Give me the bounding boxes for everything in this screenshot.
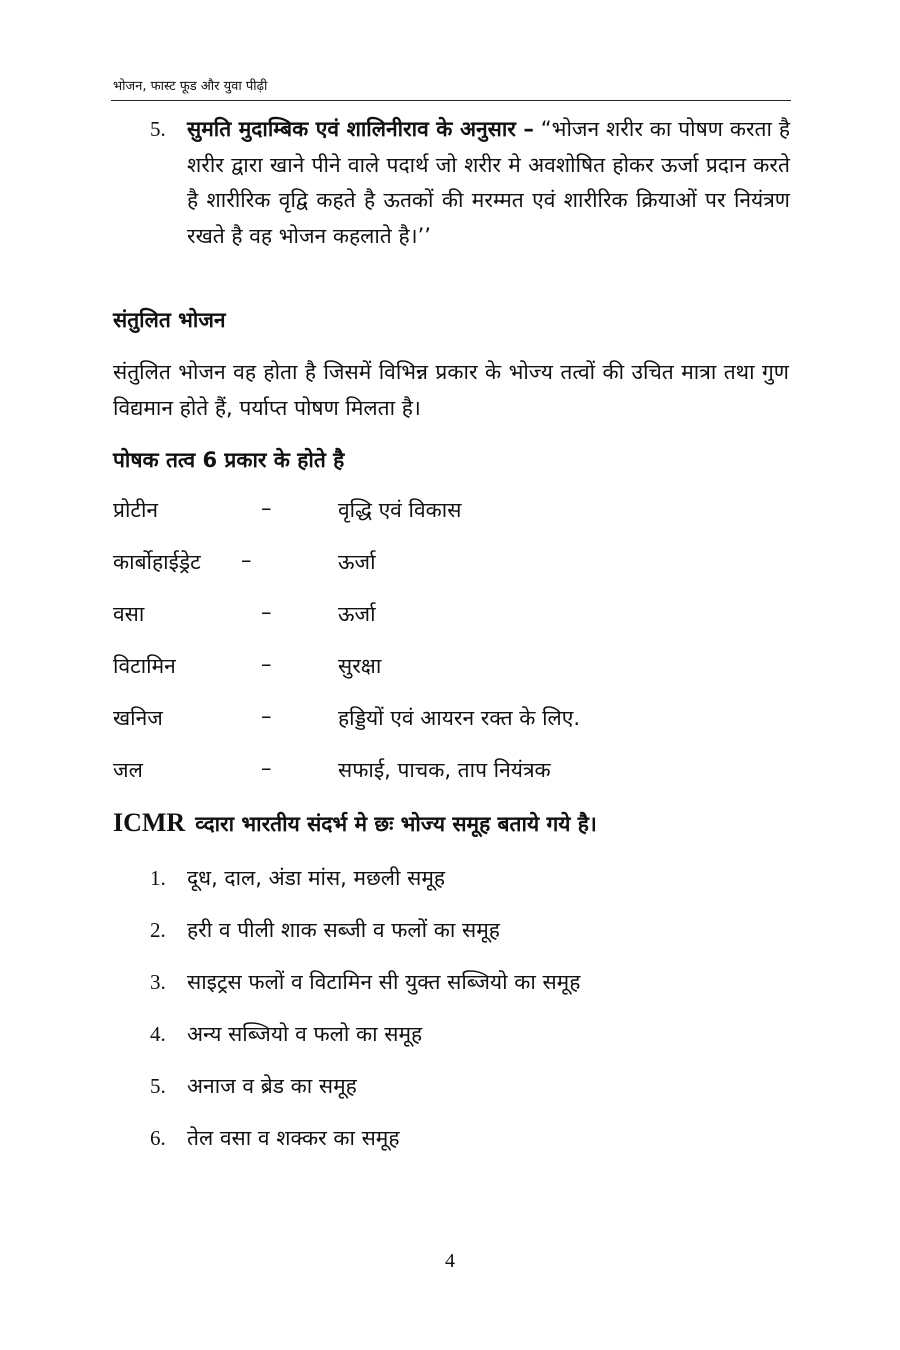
icmr-abbreviation: ICMR [113, 808, 186, 837]
food-group-text: दूध, दाल, अंडा मांस, मछली समूह [187, 866, 446, 890]
nutrient-name: जल [113, 758, 143, 782]
page-number: 4 [445, 1250, 455, 1272]
food-group-text: अन्य सब्जियो व फलो का समूह [187, 1022, 423, 1046]
nutrient-dash: – [261, 496, 272, 520]
icmr-heading-text: व्दारा भारतीय संदर्भ मे छः भोज्य समूह बताये गये है। [195, 812, 597, 836]
definition-number: 5. [150, 117, 166, 141]
nutrient-function: सुरक्षा [338, 654, 382, 678]
nutrient-dash: – [261, 652, 272, 676]
nutrient-row [113, 652, 789, 686]
food-group-item [150, 1072, 357, 1100]
nutrients-heading: पोषक तत्व 6 प्रकार के होते है [113, 448, 345, 472]
nutrient-name: कार्बोहाईड्रेट [113, 550, 201, 574]
food-group-item [150, 968, 580, 996]
food-group-number: 3. [150, 970, 166, 994]
nutrient-row [113, 548, 789, 582]
nutrient-name: प्रोटीन [113, 498, 159, 522]
food-group-item [150, 864, 445, 892]
nutrient-dash: – [241, 548, 252, 572]
nutrient-name: खनिज [113, 706, 163, 730]
nutrient-function: सफाई, पाचक, ताप नियंत्रक [338, 758, 551, 782]
nutrient-dash: – [261, 704, 272, 728]
nutrient-dash: – [261, 756, 272, 780]
nutrient-function: हड्डियों एवं आयरन रक्त के लिए. [338, 706, 581, 730]
icmr-heading [113, 808, 597, 838]
nutrient-dash: – [261, 600, 272, 624]
nutrient-function: ऊर्जा [338, 550, 376, 574]
nutrient-row [113, 496, 789, 530]
nutrient-name: विटामिन [113, 654, 176, 678]
food-group-text: तेल वसा व शक्कर का समूह [187, 1126, 400, 1150]
header-rule [111, 100, 791, 101]
food-group-number: 5. [150, 1074, 166, 1098]
nutrient-row [113, 600, 789, 634]
food-group-text: साइट्रस फलों व विटामिन सी युक्त सब्जियो का समूह [187, 970, 581, 994]
nutrient-function: ऊर्जा [338, 602, 376, 626]
definition-author: सुमति मुदाम्बिक एवं शालिनीराव के अनुसार – [187, 117, 534, 141]
food-group-item [150, 916, 500, 944]
definition-text [187, 112, 790, 254]
nutrient-row [113, 756, 789, 790]
food-group-number: 4. [150, 1022, 166, 1046]
nutrient-function: वृद्धि एवं विकास [338, 498, 462, 522]
food-group-text: हरी व पीली शाक सब्जी व फलों का समूह [187, 918, 500, 942]
food-group-number: 2. [150, 918, 166, 942]
definition-item [150, 112, 790, 254]
food-group-number: 1. [150, 866, 166, 890]
food-group-number: 6. [150, 1126, 166, 1150]
running-head: भोजन, फास्ट फूड और युवा पीढ़ी [113, 79, 268, 94]
food-group-item [150, 1020, 422, 1048]
balanced-diet-heading: संतुलित भोजन [113, 308, 226, 332]
nutrient-name: वसा [113, 602, 145, 626]
balanced-diet-paragraph: संतुलित भोजन वह होता है जिसमें विभिन्न प्रकार के भोज्य तत्वों की उचित मात्रा तथा गुण विद्यमान होते हैं, पर्याप्त पोषण मिलता है। [113, 360, 789, 420]
food-group-item [150, 1124, 400, 1152]
nutrient-row [113, 704, 789, 738]
definition-quote: “भोजन शरीर का पोषण करता है शरीर द्वारा खाने पीने वाले पदार्थ जो शरीर मे अवशोषित होकर ऊर्जा प्रदान करते है शारीरिक वृद्वि कहते है ऊतकों की मरम्मत एवं शारीरिक क्रियाओं पर नियंत्रण रखते है वह भोजन कहलाते है।’’ [187, 117, 791, 248]
food-group-text: अनाज व ब्रेड का समूह [187, 1074, 357, 1098]
